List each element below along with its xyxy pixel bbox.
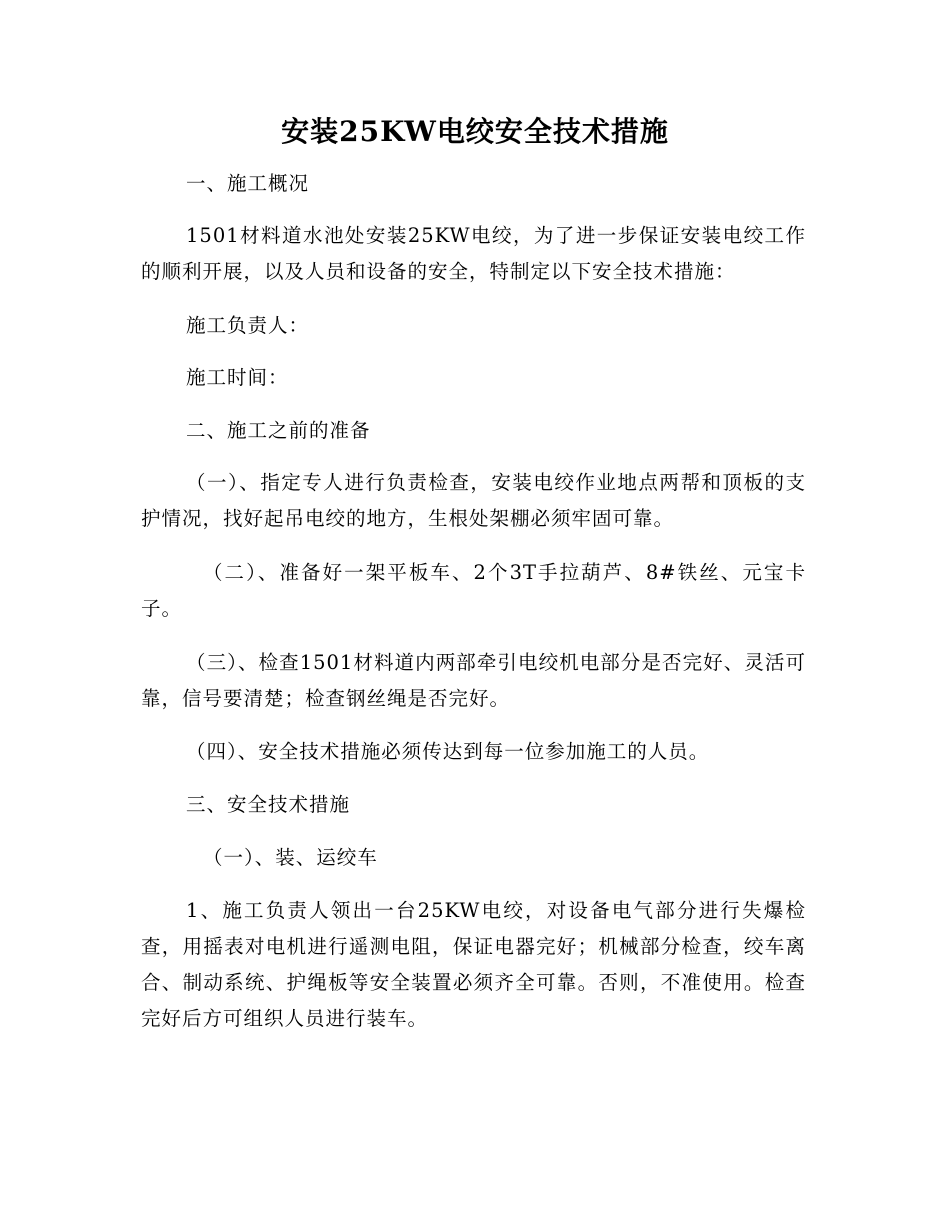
paragraph-prep-item-2: （二）、准备好一架平板车、2个3T手拉葫芦、8#铁丝、元宝卡子。 (141, 561, 806, 620)
paragraph-measure-item-1: 1、施工负责人领出一台25KW电绞，对设备电气部分进行失爆检查，用摇表对电机进行遥测电阻，保证电器完好；机械部分检查，绞车离合、制动系统、护绳板等安全装置必须齐全可靠。否则，不准使用。检查完好后方可组织人员进行装车。 (141, 899, 806, 1030)
paragraph-overview: 1501材料道水池处安装25KW电绞，为了进一步保证安装电绞工作的顺利开展，以及人员和设备的安全，特制定以下安全技术措施： (141, 224, 806, 283)
section-heading-preparation: 二、施工之前的准备 (186, 419, 371, 442)
subheading-loading-transport: （一）、装、运绞车 (203, 846, 378, 869)
paragraph-prep-item-1: （一）、指定专人进行负责检查，安装电绞作业地点两帮和顶板的支护情况，找好起吊电绞的地方，生根处架棚必须牢固可靠。 (141, 471, 806, 530)
paragraph-construction-time: 施工时间： (186, 366, 289, 389)
section-heading-safety-measures: 三、安全技术措施 (186, 793, 351, 816)
paragraph-person-in-charge: 施工负责人： (186, 314, 310, 337)
paragraph-prep-item-4: （四）、安全技术措施必须传达到每一位参加施工的人员。 (186, 740, 710, 763)
paragraph-prep-item-3: （三）、检查1501材料道内两部牵引电绞机电部分是否完好、灵活可靠，信号要清楚；检查钢丝绳是否完好。 (141, 651, 806, 710)
document-title: 安装25KW电绞安全技术措施 (281, 115, 669, 148)
section-heading-overview: 一、施工概况 (186, 172, 310, 195)
